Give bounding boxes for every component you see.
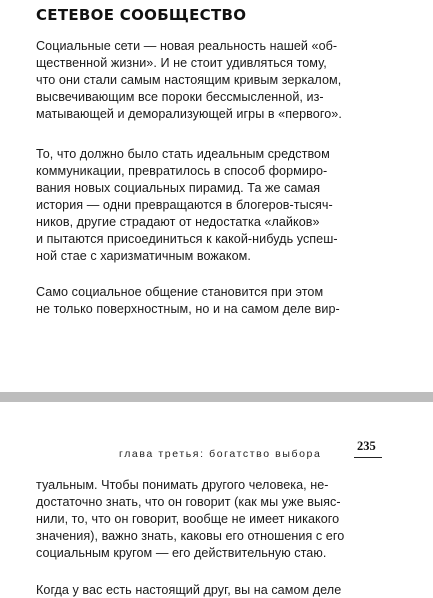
text-line: коммуникации, превратилось в способ формиро-	[36, 164, 328, 178]
text-line: Когда у вас есть настоящий друг, вы на самом деле	[36, 583, 342, 597]
paragraph-3	[36, 284, 340, 318]
paragraph-4	[36, 477, 344, 562]
text-line: Само социальное общение становится при этом	[36, 285, 324, 299]
page-gutter	[0, 392, 433, 402]
text-line: социальным кругом — его действительную стаю.	[36, 546, 327, 560]
page-number-rule	[354, 457, 382, 458]
text-line: достаточно знать, что он говорит (как мы уже выяс-	[36, 495, 341, 509]
text-line: значения), важно знать, каковы его отношения с его	[36, 529, 345, 543]
text-line: нили, то, что он говорит, вообще не имеет никакого	[36, 512, 340, 526]
text-line: вания новых социальных пирамид. Та же самая	[36, 181, 321, 195]
paragraph-2	[36, 146, 338, 265]
text-line: ной стае с харизматичным вожаком.	[36, 249, 251, 263]
page-number: 235	[357, 439, 376, 453]
text-line: история — одни превращаются в блогеров-тысяч-	[36, 198, 333, 212]
text-line: высвечивающим все пороки бессмысленной, из-	[36, 90, 324, 104]
page-bottom	[0, 402, 433, 598]
text-line: Социальные сети — новая реальность нашей «об-	[36, 39, 338, 53]
text-line: и пытаются присоединиться к какой-нибудь успеш-	[36, 232, 338, 246]
paragraph-5	[36, 582, 341, 598]
section-title: СЕТЕВОЕ СООБЩЕСТВО	[36, 6, 247, 24]
text-line: что они стали самым настоящим кривым зеркалом,	[36, 73, 342, 87]
text-line: ников, другие страдают от недостатка «лайков»	[36, 215, 320, 229]
text-line: щественной жизни». И не стоит удивляться тому,	[36, 56, 327, 70]
text-line: То, что должно было стать идеальным средством	[36, 147, 330, 161]
paragraph-1	[36, 38, 342, 123]
running-header: глава третья: богатство выбора	[119, 448, 322, 460]
text-line: матывающей и деморализующей игры в «первого».	[36, 107, 342, 121]
text-line: туальным. Чтобы понимать другого человека, не-	[36, 478, 329, 492]
text-line: не только поверхностным, но и на самом деле вир-	[36, 302, 340, 316]
